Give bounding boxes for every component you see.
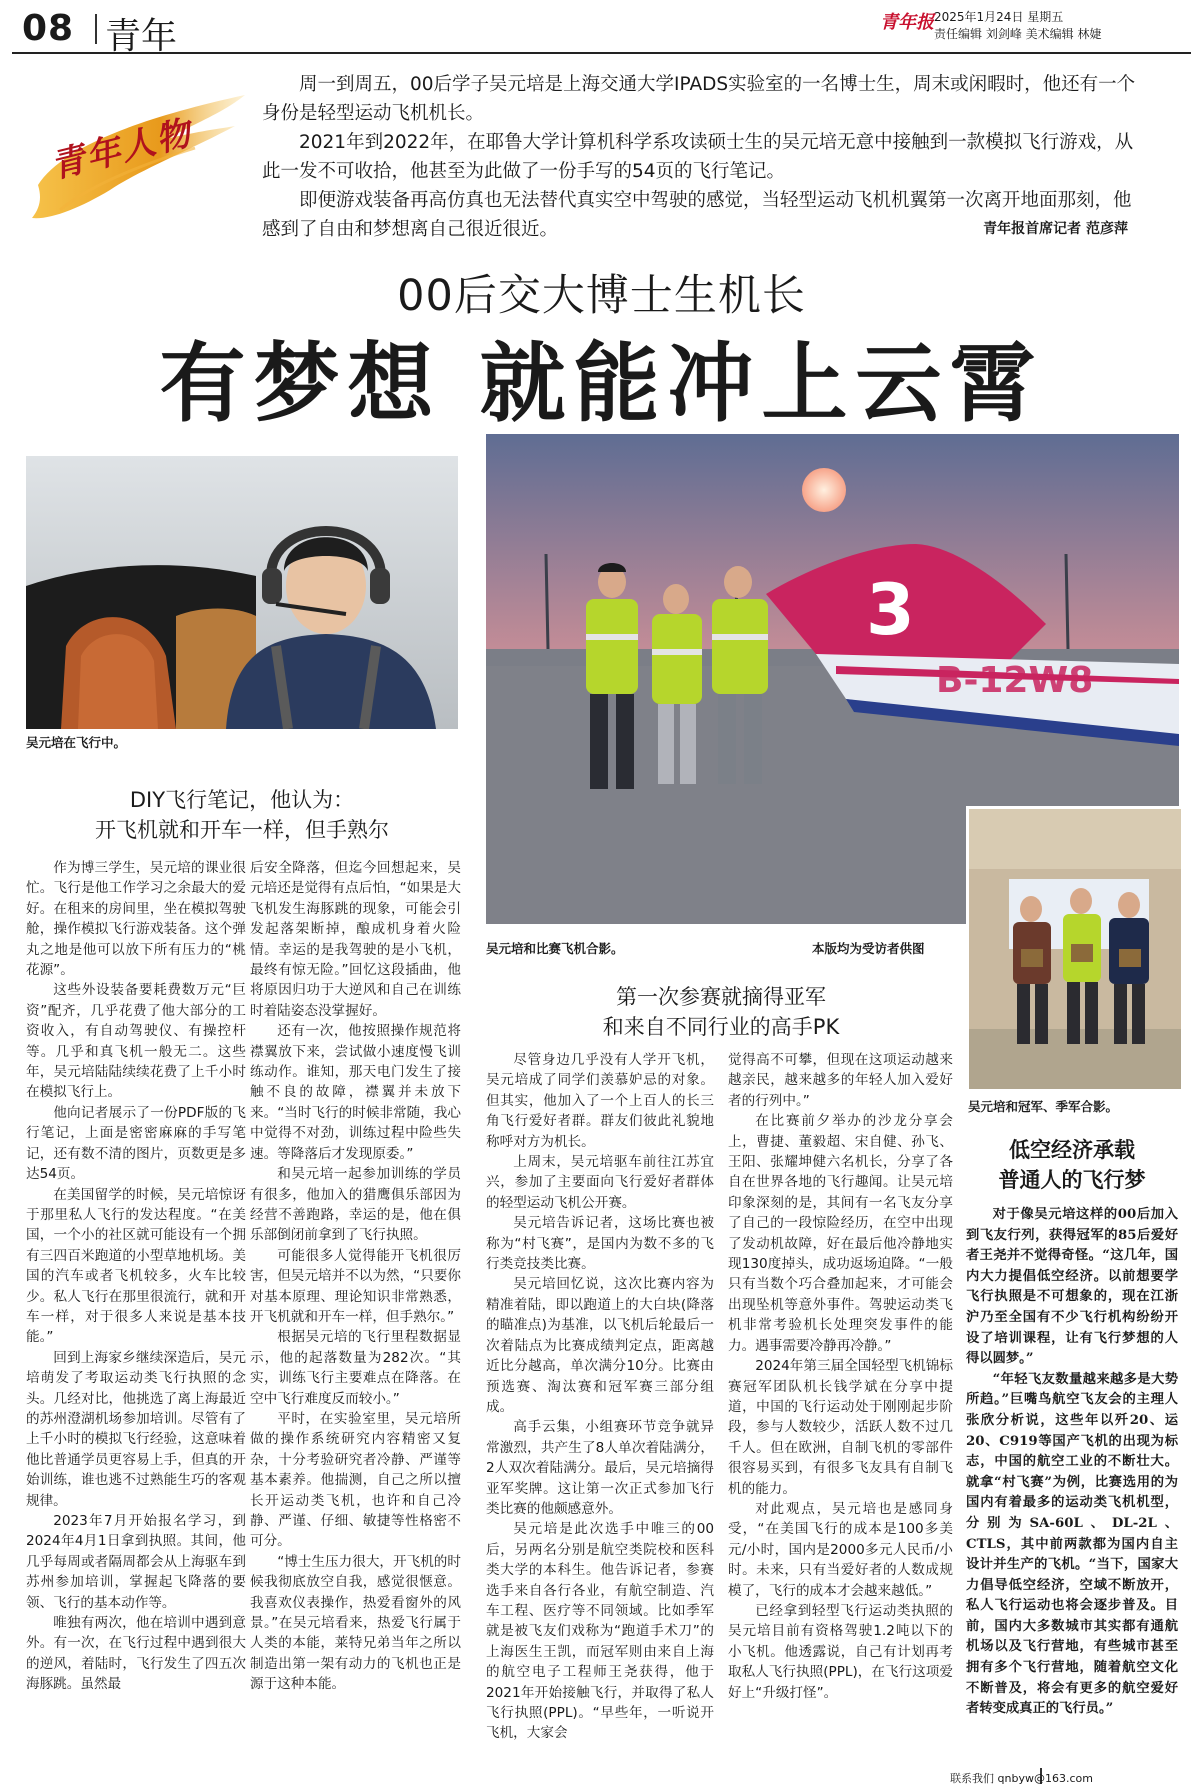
section-heading-diy [26,785,458,845]
body-paragraph: 他向记者展示了一份PDF版的飞行笔记，上面是密密麻麻的手写笔记，还有数不清的图片，页数更是多达54页。 [26,1104,246,1183]
body-paragraph: 已经拿到轻型飞行运动类执照的吴元培目前有资格驾驶1.2吨以下的小飞机。他透露说，自己有计划再考取私人飞行执照(PPL)，在飞行这项爱好上“升级打怪”。 [728,1602,953,1701]
section-heading-line: 普通人的飞行梦 [998,1167,1146,1192]
body-paragraph: 这些外设装备要耗费数万元“巨资”配齐，几乎花费了他大部分的工资收入，有自动驾驶仪、有操控杆等。几乎和真飞机一般无二。这些年，吴元培陆陆续续花费了上千小时在模拟飞行上。 [26,982,246,1101]
section-name: 青年 [105,16,178,57]
cockpit-caption: 吴元培在飞行中。 [26,735,127,750]
issue-date: 2025年1月24日 星期五 [934,10,1064,24]
body-paragraph: 后安全降落，但迄今回想起来，吴元培还是觉得有点后怕，“如果是大飞机发生海豚跳的现象，可能会引发起落架断掉，酿成机身着火险情。幸运的是我驾驶的是小飞机，最终有惊无险。”回忆这段插曲，他将原因归功于大逆风和自己在训练时着陆姿态没掌握好。 [250,860,461,1019]
body-paragraph: 在比赛前夕举办的沙龙分享会上，曹捷、董毅超、宋自健、孙飞、王阳、张耀坤健六名机长，分享了各自在世界各地的飞行趣闻。让吴元培印象深刻的是，其间有一名飞友分享了自己的一段惊险经历，在空中出现了发动机故障，好在最后他冷静地实现130度掉头，成功返场迫降。“一般只有当数个巧合叠加起来，才可能会出现坠机等意外事件。驾驶运动类飞机非常考验机长处理突发事件的能力。遇事需要冷静再冷静。” [728,1113,953,1354]
article-subtitle: 00后交大博士生机长 [397,271,806,321]
intro-paragraph: 2021年到2022年，在耶鲁大学计算机科学系攻读硕士生的吴元培无意中接触到一款模拟飞行游戏，从此一发不可收拾，他甚至为此做了一份手写的54页的飞行笔记。 [262,132,1134,182]
body-paragraph: 和吴元培一起参加训练的学员有很多，他加入的猎鹰俱乐部因为经营不善跑路，幸运的是，他在俱乐部倒闭前拿到了飞行执照。 [250,1166,461,1244]
intro-paragraph: 周一到周五，00后学子吴元培是上海交通大学IPADS实验室的一名博士生，周末或闲暇时，他还有一个身份是轻型运动飞机机长。 [262,74,1136,124]
body-paragraph: 可能很多人觉得能开飞机很厉害，但吴元培并不以为然，“只要你对基本原理、理论知识非常熟悉，开飞机就和开车一样，但手熟尔。” [250,1247,461,1325]
article-headline: 有梦想 就能冲上云霄 [159,334,1044,434]
winners-caption: 吴元培和冠军、季军合影。 [968,1099,1119,1114]
section-heading-line: 第一次参赛就摘得亚军 [616,985,826,1009]
body-paragraph: 高手云集，小组赛环节竞争就异常激烈，共产生了8人单次着陆满分，2人双次着陆满分。最后，吴元培摘得亚军奖牌。这让第一次正式参加飞行类比赛的他颇感意外。 [486,1419,714,1517]
body-paragraph: 觉得高不可攀，但现在这项运动越来越亲民，越来越多的年轻人加入爱好者的行列中。” [728,1052,953,1109]
section-heading-line: DIY飞行笔记，他认为： [129,788,355,812]
text-column-2 [250,858,461,1695]
body-paragraph: “年轻飞友数量越来越多是大势所趋。”巨嘴鸟航空飞友会的主理人张欣分析说，这些年以歼20、运20、C919等国产飞机的出现为标志，中国的航空工业的不断壮大。就拿“村飞赛”为例，比赛选用的为国内有着最多的运动类飞机机型，分别为SA-60L、DL-2L、CTLS，其中前两款都为国内自主设计并生产的飞机。“当下，国家大力倡导低空经济，空域不断放开，私人飞行运动也将会逐步普及。目前，国内大多数城市其实都有通航机场以及飞行营地，有些城市甚至拥有多个飞行营地，随着航空文化不断普及，将会有更多的航空爱好者转变成真正的飞行员。” [966,1371,1178,1717]
column-badge: 青年人物 [46,112,197,187]
reporter-byline: 青年报首席记者 范彦萍 [983,221,1128,237]
body-paragraph: 对于像吴元培这样的00后加入到飞友行列，获得冠军的85后爱好者王尧并不觉得奇怪。“这几年，国内大力提倡低空经济。以前想要学飞行执照是不可想象的，现在江浙沪乃至全国有不少飞行机构纷纷开设了培训课程，让有飞行梦想的人得以圆梦。” [966,1207,1178,1367]
winners-photo [966,806,1184,1092]
text-column-5 [966,1205,1178,1720]
body-paragraph: “博士生压力很大，开飞机的时候我彻底放空自我，感觉很惬意。我喜欢仪表操作，热爱看窗外的风景。”在吴元培看来，热爱飞行属于人类的本能，莱特兄弟当年之所以制造出第一架有动力的飞机也正是源于这种本能。 [250,1553,461,1693]
body-paragraph: 2023年7月开始报名学习，到2024年4月1日拿到执照。其间，他几乎每周或者隔周都会从上海驱车到苏州参加培训，掌握起飞降落的要领、飞行的基本动作等。 [26,1513,246,1611]
header-divider [95,14,97,44]
tail-number: 3 [866,569,915,651]
text-column-4 [728,1050,953,1703]
text-column-3 [486,1050,714,1744]
plane-caption: 吴元培和比赛飞机合影。 [486,941,624,956]
body-paragraph: 平时，在实验室里，吴元培所做的操作系统研究内容精密又复杂，十分考验研究者冷静、严谨等基本素养。他揣测，自己之所以擅长开运动类飞机，也许和自己冷静、严谨、仔细、敏捷等性格密不可分。 [250,1410,461,1550]
body-paragraph: 作为博三学生，吴元培的课业很忙。飞行是他工作学习之余最大的爱好。在租来的房间里，坐在模拟驾驶舱，操作模拟飞行游戏装备。这个弹丸之地是他可以放下所有压力的“桃花源”。 [26,860,246,979]
body-paragraph: 2024年第三届全国轻型飞机锦标赛冠军团队机长钱学斌在分享中提道，中国的飞行运动处于刚刚起步阶段，参与人数较少，活跃人数不过几千人。但在欧洲，自制飞机的零部件很容易买到，有很多飞友具有自制飞机的能力。 [728,1358,953,1497]
body-paragraph: 还有一次，他按照操作规范将襟翼放下来，尝试做小速度慢飞训练动作。谁知，那天电门发生了接触不良的故障，襟翼并未放下来。“当时飞行的时候非常随，我心中觉得不对劲，训练过程中险些失速。等降落后才发现原委。” [250,1023,461,1162]
body-paragraph: 尽管身边几乎没有人学开飞机，吴元培成了同学们羡慕妒忌的对象。但其实，他加入了一个上百人的长三角飞行爱好者群。群友们彼此礼貌地称呼对方为机长。 [486,1052,714,1150]
body-paragraph: 吴元培告诉记者，这场比赛也被称为“村飞赛”，是国内为数不多的飞行类竞技类比赛。 [486,1215,714,1273]
body-paragraph: 吴元培是此次选手中唯三的00后，另两名分别是航空类院校和医科类大学的本科生。他告诉记者，参赛选手来自各行各业，有航空制造、汽车工程、医疗等不同领域。比如季军就是被飞友们戏称为“跑道手术刀”的上海医生王凯，而冠军则由来自上海的航空电子工程师王尧获得，他于2021年开始接触飞行，并取得了私人飞行执照(PPL)。“早些年，一听说开飞机，大家会 [486,1521,714,1742]
body-paragraph: 上周末，吴元培驱车前往江苏宜兴，参加了主要面向飞行爱好者群体的轻型运动飞机公开赛。 [486,1154,714,1211]
intro-paragraph: 即便游戏装备再高仿真也无法替代真实空中驾驶的感觉，当轻型运动飞机机翼第一次离开地面那刻，他感到了自由和梦想离自己很近很近。 [262,190,1132,240]
page-number: 08 [22,8,75,49]
cockpit-photo [26,456,458,729]
section-heading-line: 和来自不同行业的高手PK [602,1015,840,1039]
photo-credit: 本版均为受访者供图 [812,941,925,956]
section-heading-line: 低空经济承载 [1009,1137,1135,1162]
section-heading-line: 开飞机就和开车一样，但手熟尔 [95,818,389,842]
text-column-1 [26,858,246,1695]
body-paragraph: 吴元培回忆说，这次比赛内容为精准着陆，即以跑道上的大白块(降落的瞄准点)为基准，以飞机后轮最后一次着陆点为比赛成绩判定点，距离越近比分越高，单次满分10分。比赛由预选赛、淘汰赛和冠军赛三部分组成。 [486,1276,714,1415]
body-paragraph: 在美国留学的时候，吴元培惊讶于那里私人飞行的发达程度。“在美国，一个小的社区就可能设有一个拥有三四百米跑道的小型草地机场。美国的汽车或者飞机较多，火车比较少。私人飞行在那里很流行，就和开车一样，对于很多人来说是基本技能。” [26,1186,246,1346]
contact-footer: 联系我们 qnbyw@163.com [950,1772,1093,1785]
section-heading-low-altitude [966,1135,1178,1195]
editor-credits: 责任编辑 刘剑峰 美术编辑 林婕 [934,27,1102,41]
aircraft-registration: B-12W8 [936,660,1094,701]
body-paragraph: 唯独有两次，他在培训中遇到意外。有一次，在飞行过程中遇到很大的逆风，着陆时，飞行发生了四五次海豚跳。虽然最 [26,1615,246,1693]
body-paragraph: 回到上海家乡继续深造后，吴元培萌发了考取运动类飞行执照的念头。几经对比，他挑选了离上海最近的苏州澄湖机场参加培训。尽管有了上千小时的模拟飞行经验，这意味着他比普通学员更容易上手，但真的开始训练，谁也逃不过熟能生巧的客观规律。 [26,1349,246,1509]
newspaper-logo: 青年报 [880,12,934,33]
section-heading-competition [486,982,956,1042]
body-paragraph: 对此观点，吴元培也是感同身受，“在美国飞行的成本是100多美元/小时，国内是2000多元人民币/小时。未来，只有当爱好者的人数成规模了，飞行的成本才会越来越低。” [728,1500,953,1599]
body-paragraph: 根据吴元培的飞行里程数据显示，他的起落数量为282次。“其实，训练飞行主要难点在降落。在空中飞行难度反而较小。” [250,1329,461,1407]
